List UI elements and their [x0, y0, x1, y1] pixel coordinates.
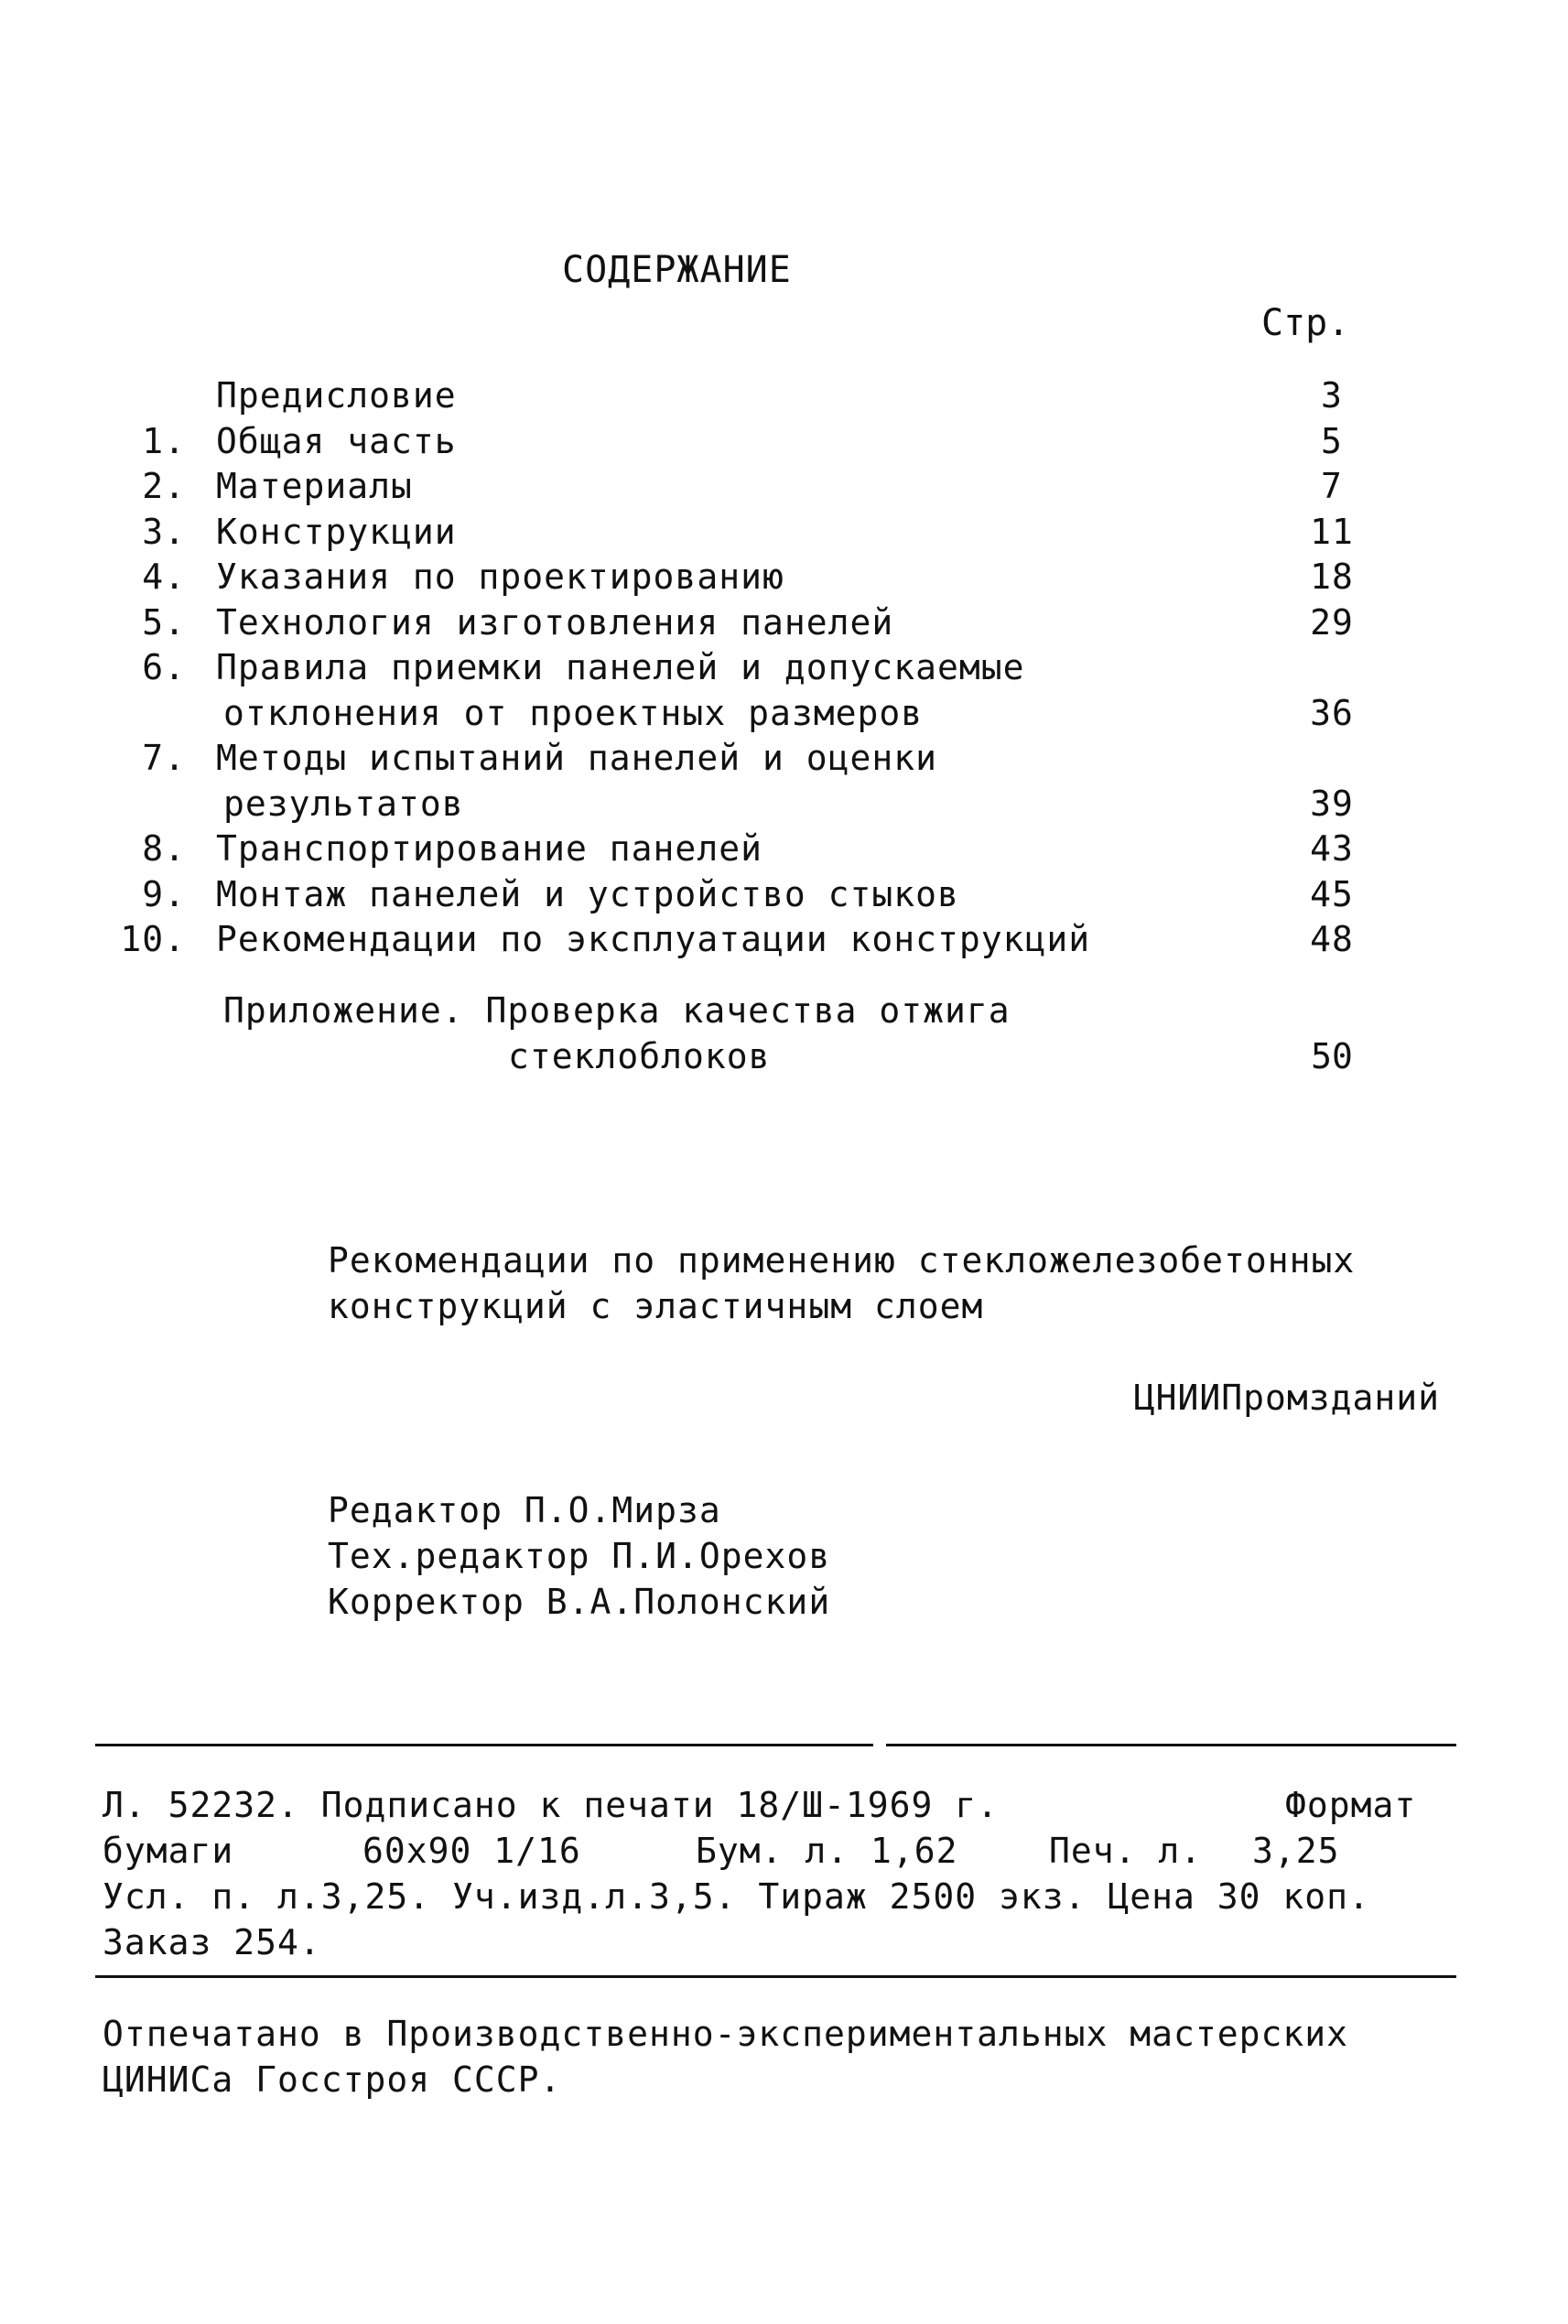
book-title-line1: Рекомендации по применению стекложелезобетонных	[328, 1240, 1356, 1281]
toc-entry	[0, 693, 1568, 739]
toc-entry-number: 5.	[142, 601, 186, 643]
toc-entry-page: 7	[1321, 466, 1343, 506]
toc-pages-header: Стр.	[1261, 302, 1350, 344]
imprint-line4: Заказ 254.	[103, 1922, 321, 1962]
toc-entry-number: 4.	[142, 557, 186, 597]
printed-line2: ЦИНИСа Госстроя СССР.	[103, 2059, 562, 2100]
toc-entry-text: отклонения от проектных размеров	[223, 692, 924, 733]
toc-entry-text: Технология изготовления панелей	[216, 601, 894, 643]
toc-entry	[0, 557, 1568, 602]
toc-entry-page: 43	[1310, 828, 1354, 869]
toc-title: СОДЕРЖАНИЕ	[562, 249, 792, 291]
imprint-line2-part: бумаги	[103, 1831, 234, 1871]
toc-entry	[0, 828, 1568, 874]
toc-entry-text: Транспортирование панелей	[216, 828, 762, 869]
toc-entry-page: 5	[1321, 420, 1343, 461]
toc-entry-page: 48	[1310, 919, 1354, 959]
toc-entry-text: Общая часть	[216, 420, 457, 461]
appendix-line1: Приложение. Проверка качества отжига	[223, 990, 1011, 1031]
toc-entry-text: Предисловие	[216, 375, 457, 416]
toc-entry	[0, 512, 1568, 557]
toc-entry-number: 9.	[142, 873, 186, 914]
toc-entry-page: 18	[1310, 557, 1354, 597]
toc-entry-page: 45	[1310, 873, 1354, 914]
appendix-line2: стеклоблоков	[508, 1036, 771, 1076]
toc-entry	[0, 421, 1568, 467]
imprint-line2-part: Бум. л. 1,62	[696, 1831, 958, 1871]
toc-entry-page: 29	[1310, 601, 1354, 643]
toc-entry-text: Рекомендации по эксплуатации конструкций	[216, 919, 1091, 959]
toc-entry-number: 10.	[120, 919, 186, 959]
toc-entry-text: результатов	[223, 783, 464, 824]
rule-left	[95, 1744, 873, 1746]
toc-entry-number: 6.	[142, 647, 186, 687]
imprint-line2-part: 60x90 1/16	[362, 1831, 581, 1871]
toc-entry-page: 39	[1310, 783, 1354, 824]
printed-line1: Отпечатано в Производственно-экспериментальных мастерских	[103, 2014, 1349, 2054]
toc-entry	[0, 738, 1568, 784]
toc-entry	[0, 602, 1568, 648]
appendix-page: 50	[1311, 1036, 1353, 1076]
rule-bottom	[95, 1975, 1456, 1978]
imprint-line1-left: Л. 52232. Подписано к печати 18/Ш-1969 г.	[103, 1785, 999, 1825]
toc-entry-text: Методы испытаний панелей и оценки	[216, 738, 937, 778]
tech-editor: Тех.редактор П.И.Орехов	[328, 1536, 831, 1576]
toc-entry-number: 2.	[142, 466, 186, 506]
toc-entry-number: 3.	[142, 511, 186, 552]
toc-entry-text: Монтаж панелей и устройство стыков	[216, 873, 959, 914]
toc-entry-number: 1.	[142, 420, 186, 461]
toc-entry-text: Указания по проектированию	[216, 557, 784, 597]
toc-entry-page: 11	[1310, 511, 1354, 552]
toc-entry-text: Правила приемки панелей и допускаемые	[216, 647, 1025, 687]
toc-entry	[0, 874, 1568, 920]
toc-entry	[0, 375, 1568, 421]
imprint-line2-part: Печ. л.	[1049, 1831, 1203, 1871]
imprint-line2-part: 3,25	[1252, 1831, 1340, 1871]
toc-entry	[0, 784, 1568, 829]
imprint-line3: Усл. п. л.3,25. Уч.изд.л.3,5. Тираж 2500 экз. Цена 30 коп.	[103, 1876, 1370, 1917]
toc-entry	[0, 919, 1568, 965]
imprint-line1-right: Формат	[1285, 1785, 1417, 1825]
toc-entry-number: 8.	[142, 828, 186, 869]
editor: Редактор П.О.Мирза	[328, 1490, 721, 1530]
toc-entry-page: 36	[1310, 692, 1354, 733]
corrector: Корректор В.А.Полонский	[328, 1582, 831, 1622]
toc-entry	[0, 466, 1568, 512]
toc-entry	[0, 647, 1568, 693]
toc-entry-page: 3	[1321, 375, 1343, 416]
organization: ЦНИИПромзданий	[1133, 1378, 1440, 1418]
toc-entry-text: Материалы	[216, 466, 413, 506]
toc-entry-number: 7.	[142, 738, 186, 778]
rule-right	[886, 1744, 1456, 1746]
book-title-line2: конструкций с эластичным слоем	[328, 1286, 984, 1326]
toc-entry-text: Конструкции	[216, 511, 457, 552]
